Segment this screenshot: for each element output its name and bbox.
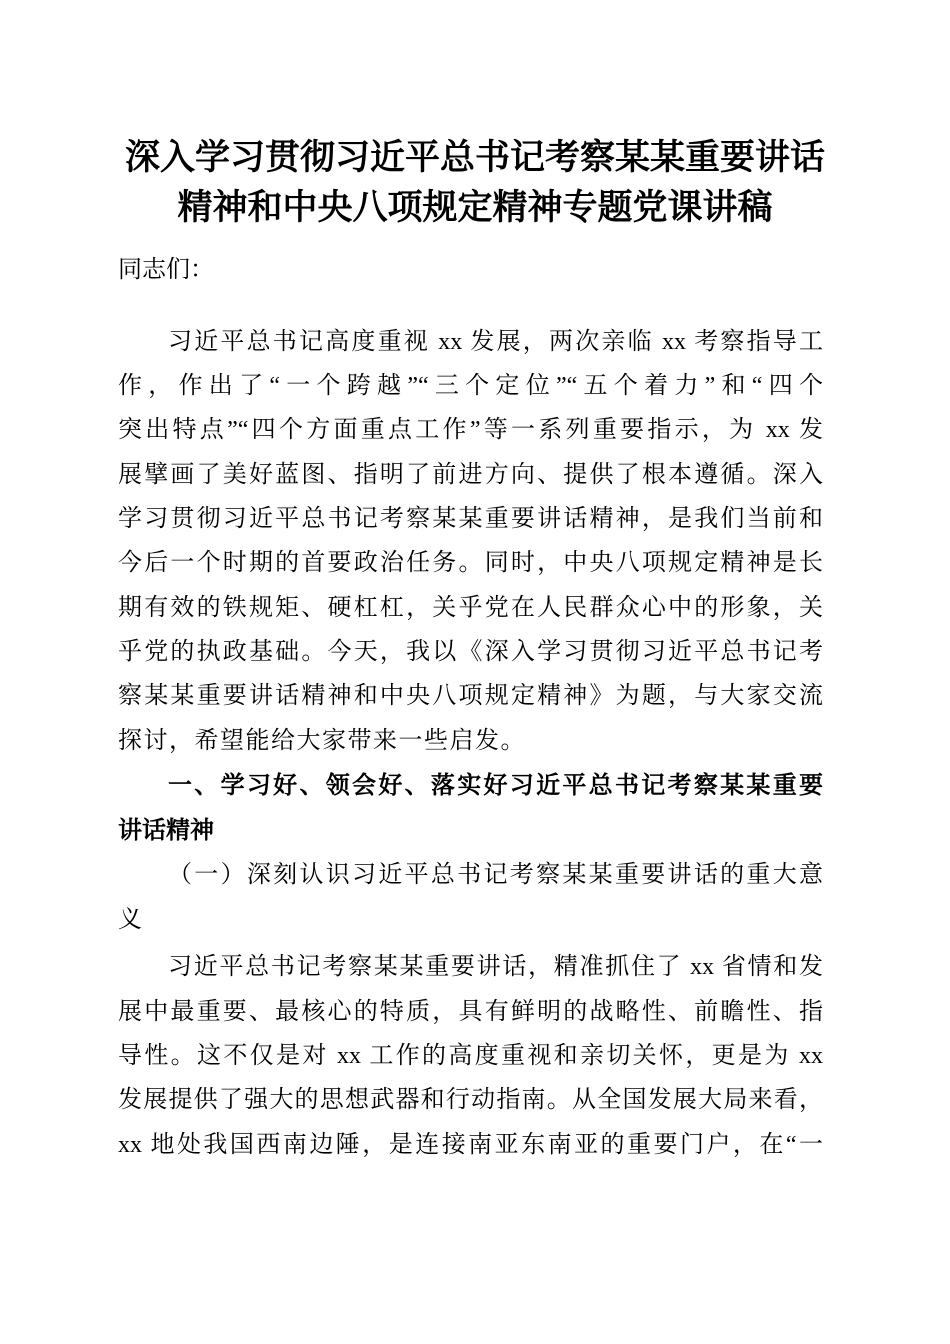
document-title-line-1: 深入学习贯彻习近平总书记考察某某重要讲话 [124, 138, 825, 177]
paragraph-line: 今后一个时期的首要政治任务。同时，中央八项规定精神是长 [118, 550, 823, 576]
paragraph-line: 察某某重要讲话精神和中央八项规定精神》为题，与大家交流 [118, 683, 823, 709]
document-title-line-2: 精神和中央八项规定精神专题党课讲稿 [177, 188, 773, 227]
subsection-heading-line: 义 [118, 907, 142, 933]
paragraph-line: 探讨，希望能给大家带来一些启发。 [118, 728, 526, 754]
paragraph-line: 发展提供了强大的思想武器和行动指南。从全国发展大局来看， [118, 1087, 823, 1113]
paragraph-line: 作，作出了“一个跨越”“三个定位”“五个着力”和“四个 [118, 373, 823, 399]
paragraph-line: 乎党的执政基础。今天，我以《深入学习贯彻习近平总书记考 [118, 639, 823, 665]
section-heading-line: 讲话精神 [118, 817, 214, 844]
section-heading-line: 一、学习好、领会好、落实好习近平总书记考察某某重要 [168, 772, 823, 799]
paragraph-line: 习近平总书记高度重视 xx 发展，两次亲临 xx 考察指导工 [168, 329, 823, 355]
paragraph-line: 展中最重要、最核心的特质，具有鲜明的战略性、前瞻性、指 [118, 999, 823, 1025]
subsection-heading-line: （一）深刻认识习近平总书记考察某某重要讲话的重大意 [168, 862, 823, 888]
paragraph-line: 展擘画了美好蓝图、指明了前进方向、提供了根本遵循。深入 [118, 462, 823, 488]
salutation: 同志们： [118, 257, 214, 283]
paragraph-line: 习近平总书记考察某某重要讲话，精准抓住了 xx 省情和发 [168, 954, 823, 980]
paragraph-line: 突出特点”“四个方面重点工作”等一系列重要指示，为 xx 发 [118, 417, 823, 443]
paragraph-line: xx 地处我国西南边陲，是连接南亚东南亚的重要门户，在“一 [118, 1132, 823, 1158]
paragraph-line: 导性。这不仅是对 xx 工作的高度重视和亲切关怀，更是为 xx [118, 1043, 823, 1069]
paragraph-line: 学习贯彻习近平总书记考察某某重要讲话精神，是我们当前和 [118, 506, 823, 532]
paragraph-line: 期有效的铁规矩、硬杠杠，关乎党在人民群众心中的形象，关 [118, 595, 823, 621]
